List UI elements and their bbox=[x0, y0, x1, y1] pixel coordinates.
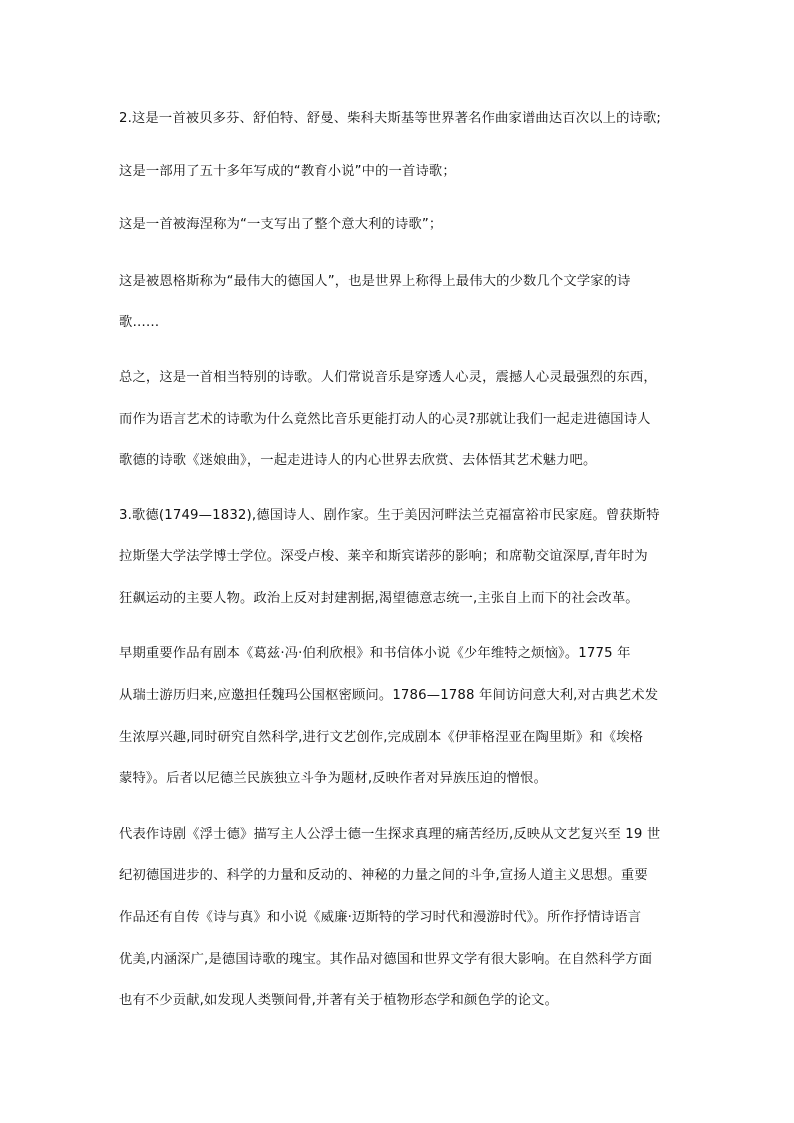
engels-quote-line-1: 这是被恩格斯称为“最伟大的德国人”，也是世界上称得上最伟大的少数几个文学家的诗 bbox=[119, 274, 631, 289]
major-works-line-3: 作品还有自传《诗与真》和小说《威廉·迈斯特的学习时代和漫游时代》。所作抒情诗语言 bbox=[119, 910, 642, 925]
summary-line-1: 总之，这是一首相当特别的诗歌。人们常说音乐是穿透人心灵，震撼人心灵最强烈的东西， bbox=[119, 370, 657, 385]
goethe-bio-line-2: 拉斯堡大学法学博士学位。深受卢梭、莱辛和斯宾诺莎的影响；和席勒交谊深厚,青年时为 bbox=[119, 549, 648, 564]
early-works-line-3: 生浓厚兴趣,同时研究自然科学,进行文艺创作,完成剧本《伊菲格涅亚在陶里斯》和《埃格 bbox=[119, 730, 644, 745]
intro-line-2: 这是一部用了五十多年写成的“教育小说”中的一首诗歌； bbox=[119, 164, 456, 179]
goethe-bio-line-1: 3.歌德(1749—1832),德国诗人、剧作家。生于美因河畔法兰克福富裕市民家庭。曾获斯特 bbox=[119, 508, 660, 523]
major-works-line-2: 纪初德国进步的、科学的力量和反动的、神秘的力量之间的斗争,宣扬人道主义思想。重要 bbox=[119, 868, 648, 883]
intro-line-3: 这是一首被海涅称为“一支写出了整个意大利的诗歌”； bbox=[119, 217, 443, 232]
summary-line-3: 歌德的诗歌《迷娘曲》，一起走进诗人的内心世界去欣赏、去体悟其艺术魅力吧。 bbox=[119, 453, 597, 468]
engels-quote-line-2: 歌…… bbox=[119, 315, 160, 330]
early-works-line-4: 蒙特》。后者以尼德兰民族独立斗争为题材,反映作者对异族压迫的憎恨。 bbox=[119, 771, 548, 786]
summary-line-2: 而作为语言艺术的诗歌为什么竟然比音乐更能打动人的心灵?那就让我们一起走进德国诗人 bbox=[119, 412, 651, 427]
major-works-line-1: 代表作诗剧《浮士德》描写主人公浮士德一生探求真理的痛苦经历,反映从文艺复兴至 19 世 bbox=[119, 827, 661, 842]
major-works-line-4: 优美,内涵深广,是德国诗歌的瑰宝。其作品对德国和世界文学有很大影响。在自然科学方面 bbox=[119, 952, 653, 967]
goethe-bio-line-3: 狂飙运动的主要人物。政治上反对封建割据,渴望德意志统一,主张自上而下的社会改革。 bbox=[119, 591, 639, 606]
intro-line-1: 2.这是一首被贝多芬、舒伯特、舒曼、柴科夫斯基等世界著名作曲家谱曲达百次以上的诗歌; bbox=[119, 111, 662, 126]
early-works-line-1: 早期重要作品有剧本《葛兹·冯·伯利欣根》和书信体小说《少年维特之烦恼》。1775 年 bbox=[119, 646, 631, 661]
early-works-line-2: 从瑞士游历归来,应邀担任魏玛公国枢密顾问。1786—1788 年间访问意大利,对古典艺术发 bbox=[119, 688, 659, 703]
major-works-line-5: 也有不少贡献,如发现人类颚间骨,并著有关于植物形态学和颜色学的论文。 bbox=[119, 993, 559, 1008]
